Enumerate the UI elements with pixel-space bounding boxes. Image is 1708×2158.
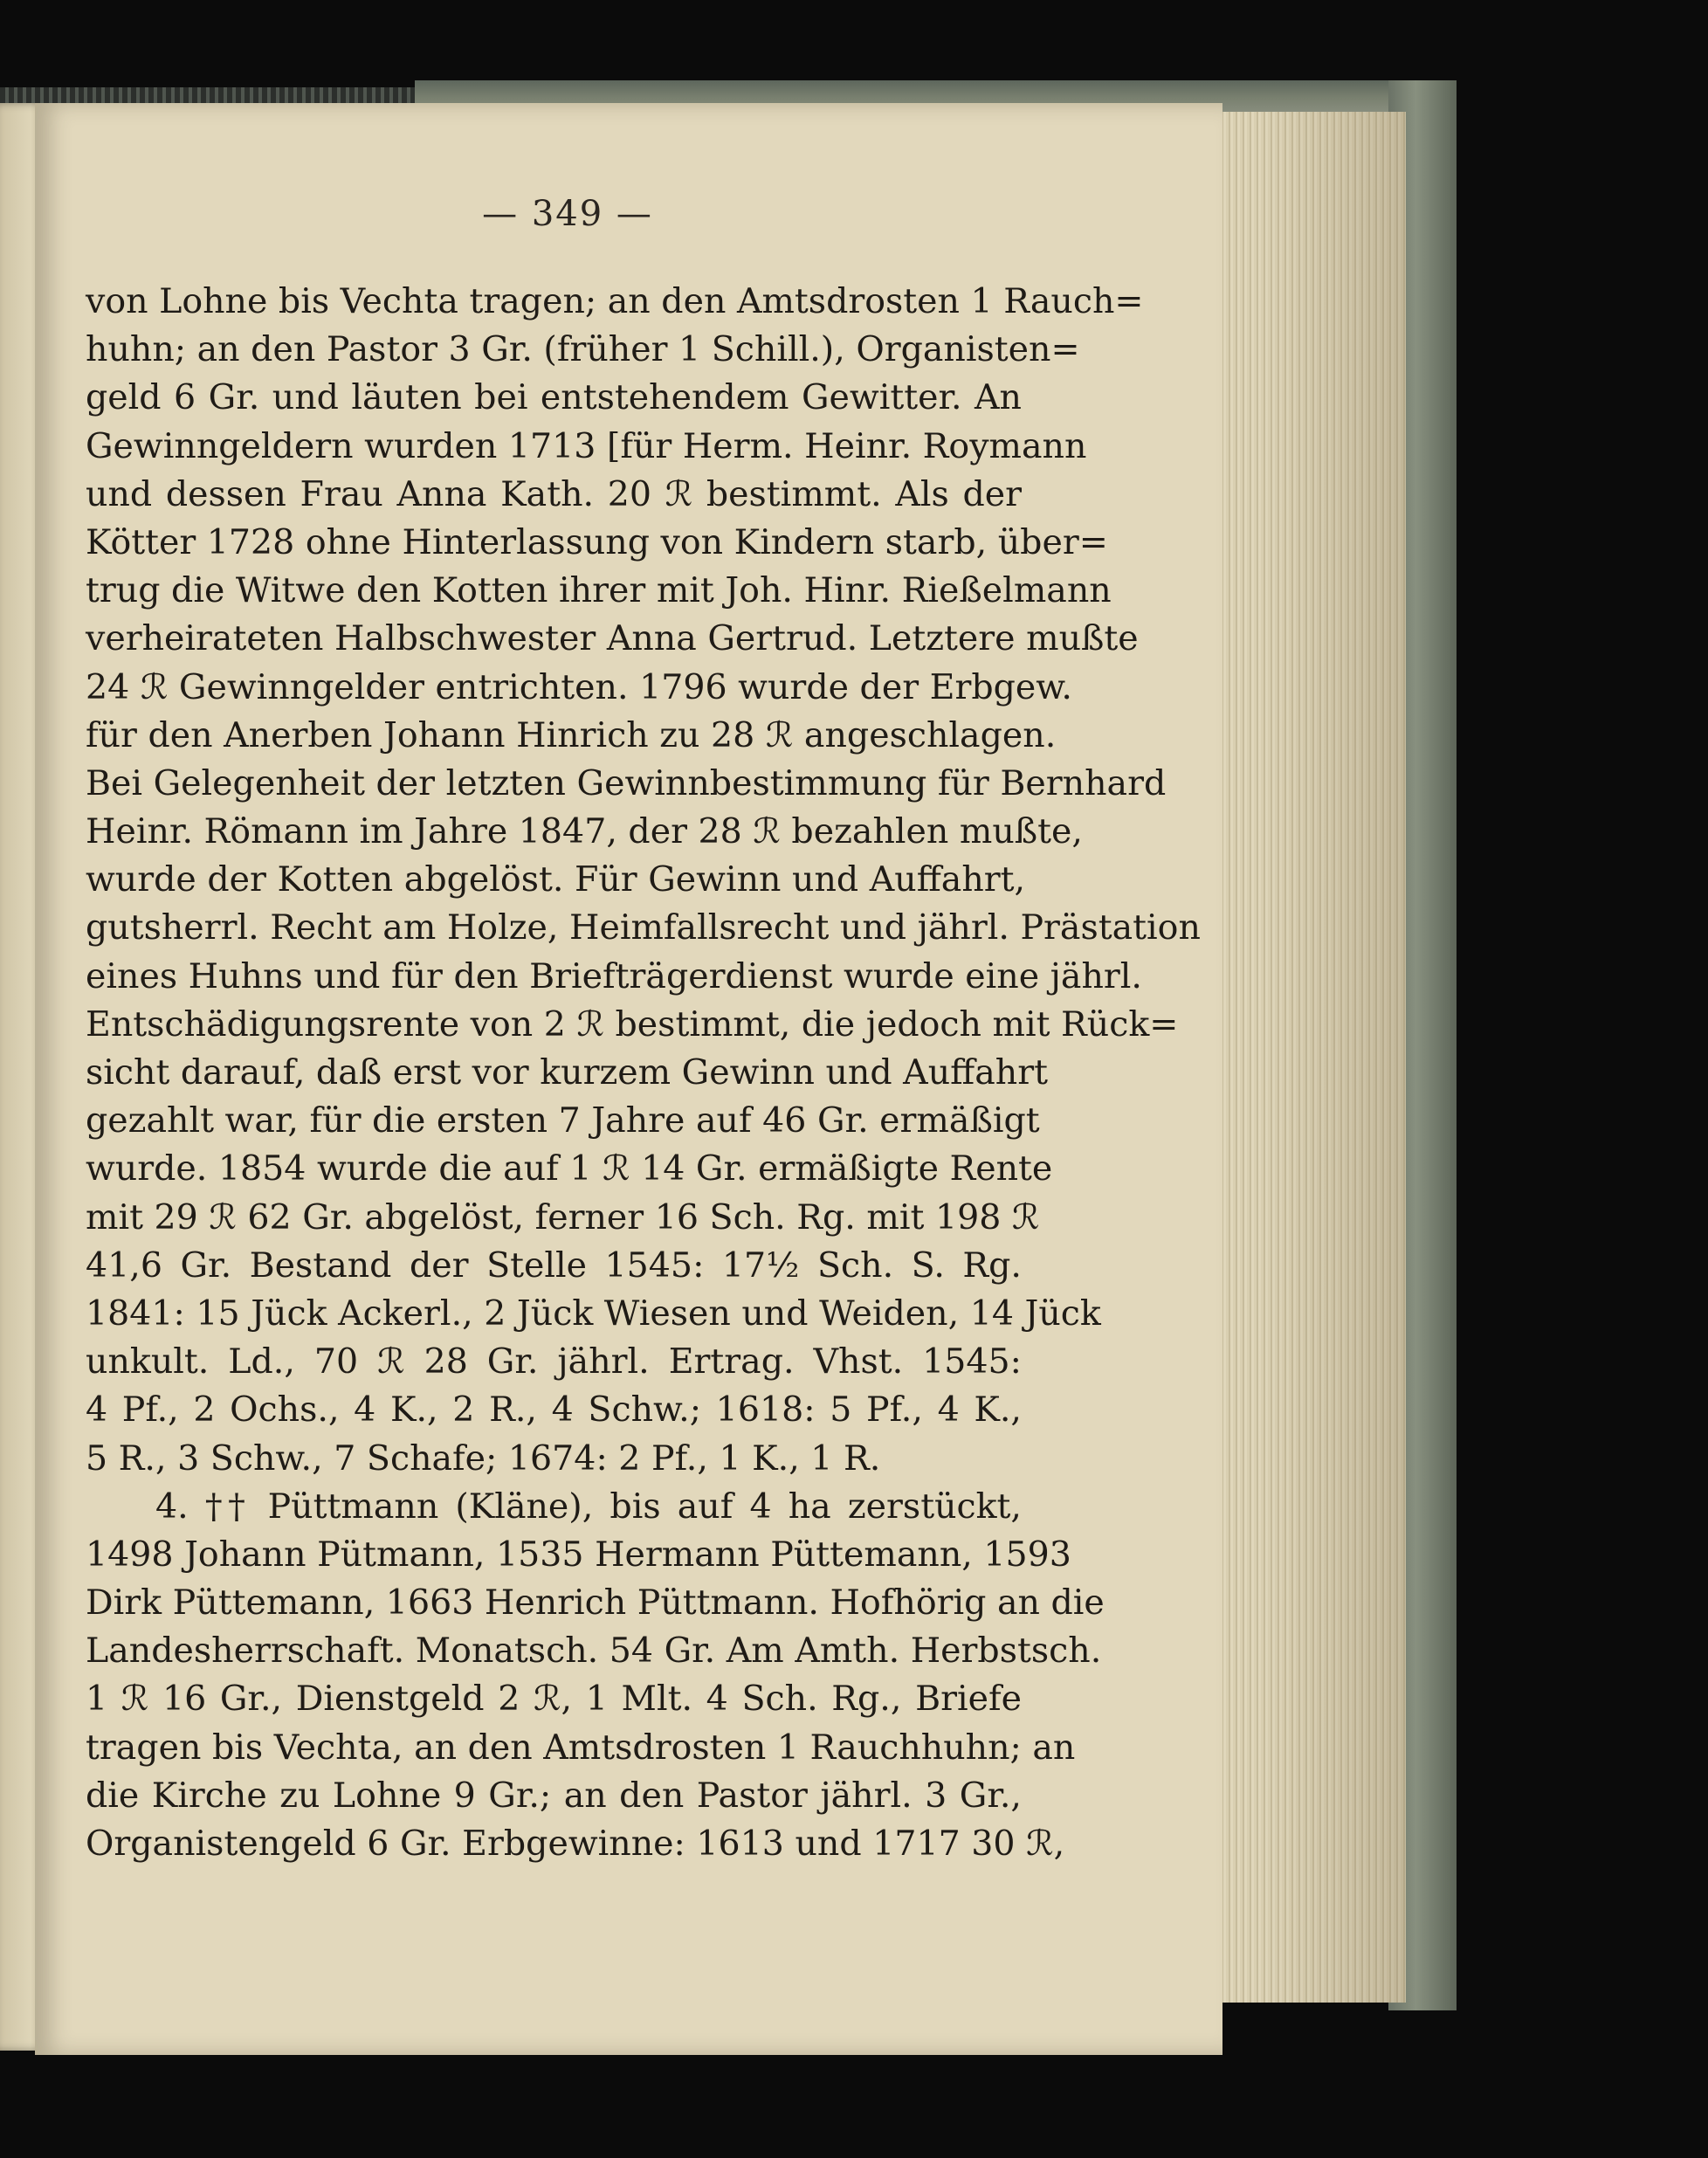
text-line: 41,6 Gr. Bestand der Stelle 1545: 17½ Sch. S. Rg. [86, 1244, 1022, 1286]
text-line: huhn; an den Pastor 3 Gr. (früher 1 Schill.), Organisten= [86, 329, 1080, 370]
text-line: Bei Gelegenheit der letzten Gewinnbestimmung für Bernhard [86, 762, 1167, 803]
text-line: wurde. 1854 wurde die auf 1 ℛ 14 Gr. ermäßigte Rente [86, 1148, 1053, 1189]
text-line: die Kirche zu Lohne 9 Gr.; an den Pastor jährl. 3 Gr., [86, 1775, 1022, 1816]
text-line: 5 R., 3 Schw., 7 Schafe; 1674: 2 Pf., 1 K., 1 R. [86, 1438, 881, 1479]
page-number: — 349 — [482, 194, 653, 234]
text-line: für den Anerben Johann Hinrich zu 28 ℛ angeschlagen. [86, 714, 1057, 755]
text-line: Kötter 1728 ohne Hinterlassung von Kindern starb, über= [86, 521, 1108, 562]
text-line: 1841: 15 Jück Ackerl., 2 Jück Wiesen und Weiden, 14 Jück [86, 1293, 1101, 1334]
text-line: gezahlt war, für die ersten 7 Jahre auf 46 Gr. ermäßigt [86, 1100, 1040, 1141]
text-line: 4 Pf., 2 Ochs., 4 K., 2 R., 4 Schw.; 1618: 5 Pf., 4 K., [86, 1389, 1022, 1431]
text-line: Organistengeld 6 Gr. Erbgewinne: 1613 und 1717 30 ℛ, [86, 1824, 1065, 1864]
text-line: Dirk Püttemann, 1663 Henrich Püttmann. Hofhörig an die [86, 1582, 1105, 1624]
text-line: mit 29 ℛ 62 Gr. abgelöst, ferner 16 Sch. Rg. mit 198 ℛ [86, 1196, 1040, 1238]
text-line: 1 ℛ 16 Gr., Dienstgeld 2 ℛ, 1 Mlt. 4 Sch. Rg., Briefe [86, 1679, 1022, 1720]
text-line: geld 6 Gr. und läuten bei entstehendem Gewitter. An [86, 377, 1022, 418]
text-line: gutsherrl. Recht am Holze, Heimfallsrecht und jährl. Prästation [86, 907, 1201, 948]
text-line: tragen bis Vechta, an den Amtsdrosten 1 Rauchhuhn; an [86, 1727, 1076, 1768]
text-line: Entschädigungsrente von 2 ℛ bestimmt, die jedoch mit Rück= [86, 1003, 1179, 1045]
page-block-shadow [1257, 112, 1406, 2003]
text-line: verheirateten Halbschwester Anna Gertrud. Letztere mußte [86, 618, 1139, 659]
body-text [86, 278, 1201, 1868]
text-line: wurde der Kotten abgelöst. Für Gewinn und Auffahrt, [86, 859, 1026, 900]
text-line: Landesherrschaft. Monatsch. 54 Gr. Am Amth. Herbstsch. [86, 1631, 1102, 1672]
text-line: sicht darauf, daß erst vor kurzem Gewinn und Auffahrt [86, 1052, 1048, 1093]
text-line: Gewinngeldern wurden 1713 [für Herm. Heinr. Roymann [86, 425, 1087, 466]
text-line: Heinr. Römann im Jahre 1847, der 28 ℛ bezahlen mußte, [86, 811, 1083, 852]
text-line: 24 ℛ Gewinngelder entrichten. 1796 wurde der Erbgew. [86, 666, 1072, 707]
text-line: eines Huhns und für den Briefträgerdienst wurde eine jährl. [86, 955, 1142, 996]
text-line: unkult. Ld., 70 ℛ 28 Gr. jährl. Ertrag. Vhst. 1545: [86, 1341, 1022, 1382]
text-line: 4. †† Püttmann (Kläne), bis auf 4 ha zerstückt, [155, 1486, 1022, 1527]
text-line: trug die Witwe den Kotten ihrer mit Joh. Hinr. Rießelmann [86, 570, 1112, 611]
text-line: und dessen Frau Anna Kath. 20 ℛ bestimmt. Als der [86, 473, 1022, 514]
text-line: von Lohne bis Vechta tragen; an den Amtsdrosten 1 Rauch= [86, 281, 1144, 321]
text-line: 1498 Johann Pütmann, 1535 Hermann Püttemann, 1593 [86, 1534, 1071, 1575]
